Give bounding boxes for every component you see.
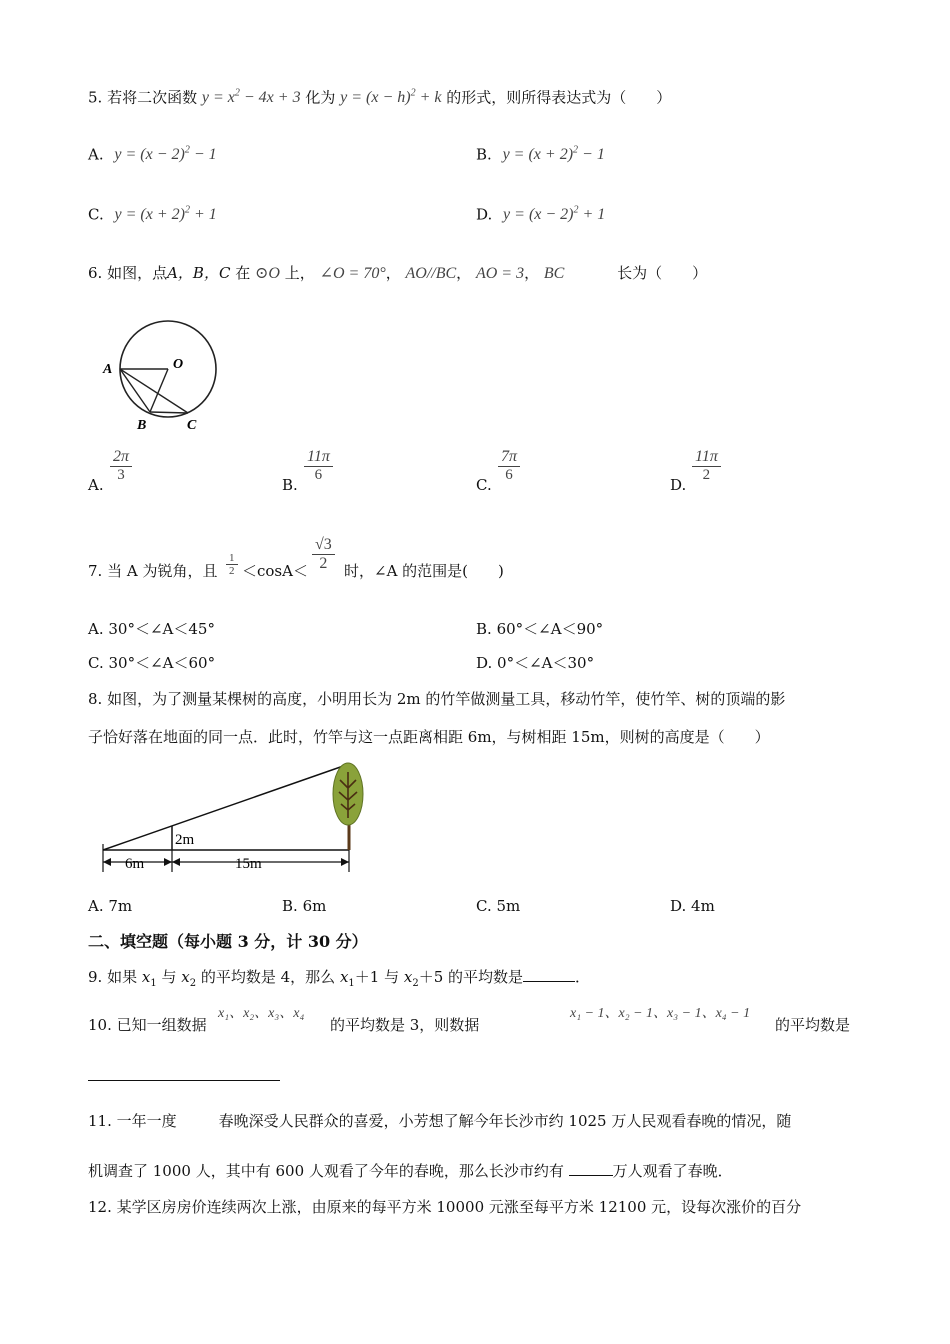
q7-fraction-half (226, 552, 238, 577)
q5-f1-a: y = x (201, 89, 235, 107)
q8-option-b[interactable] (282, 897, 326, 915)
q7-option-c[interactable] (88, 654, 215, 672)
q5-stem-text-c: 的形式，则所得表达式为（ ） (446, 88, 672, 107)
q6-segment-ac (120, 369, 188, 413)
q5-option-b[interactable] (476, 145, 605, 165)
q5-option-a-formula-a: y = (x − 2) (114, 146, 185, 164)
q12-line1: 12. 某学区房房价连续两次上涨，由原来的每平方米 10000 元涨至每平方米 12100 元，设每次涨价的百分 (88, 1198, 802, 1216)
q7-root3-den: 2 (319, 555, 328, 572)
q7-option-b[interactable] (476, 620, 603, 638)
q6-length-condition: AO = 3 (475, 265, 525, 282)
q5-f2-b: + k (415, 89, 442, 107)
q7-option-b-letter: B. (476, 620, 492, 638)
q7-stem-b: 时，∠A 的范围是( ) (344, 562, 504, 580)
q9-x3: x (339, 968, 349, 986)
q5-option-b-letter: B. (476, 145, 492, 164)
q8-option-a[interactable] (88, 897, 132, 915)
q5-f2-sup: 2 (410, 88, 416, 99)
q8-label-6m: 6m (125, 856, 145, 872)
q5-stem-text-b: 化为 (305, 88, 336, 107)
q9-x2-sub: 2 (189, 978, 197, 989)
q9-answer-blank[interactable] (523, 981, 575, 982)
q6-option-b-letter[interactable]: B. (282, 476, 298, 494)
q8-option-b-letter: B. (282, 897, 298, 915)
q6-stem-text-c: 上， (284, 264, 315, 282)
q6-stem-text-b: 在 (235, 264, 251, 282)
q6-label-a: A (103, 362, 113, 377)
q8-option-d-letter: D. (670, 897, 687, 915)
q9-x3-sub: 1 (348, 978, 355, 989)
q8-option-c-letter: C. (476, 897, 492, 915)
q10-data-1: x₁、x₂、x₃、x₄ (218, 1006, 305, 1021)
q10-stem-c: 的平均数是 (775, 1016, 851, 1034)
q6-option-c-letter[interactable]: C. (476, 476, 492, 494)
q6-option-d-den: 2 (702, 467, 711, 483)
q7-root3-num: √3 (312, 536, 335, 555)
q5-option-a-letter: A. (88, 145, 104, 164)
q6-angle-condition: ∠O = 70° (319, 265, 386, 282)
q9-text-e: ＋5 的平均数是 (418, 968, 524, 986)
q6-arc-bc: BC (543, 265, 565, 282)
q9-x1: x (141, 968, 151, 986)
q7-stem-a: 7. 当 A 为锐角，且 (88, 562, 218, 580)
q8-option-a-text: 7m (108, 897, 133, 915)
q9-text-c: 的平均数是 4，那么 (196, 968, 340, 986)
q10-answer-blank[interactable] (88, 1080, 280, 1081)
q9-stem (88, 968, 590, 990)
q8-option-c[interactable] (476, 897, 520, 915)
q7-half-den: 2 (229, 565, 235, 577)
q8-option-c-text: 5m (496, 897, 521, 915)
q5-option-c[interactable] (88, 205, 217, 225)
q10-data-2: x₁ − 1、x₂ − 1、x₃ − 1、x₄ − 1 (570, 1006, 751, 1021)
q9-text-a: 9. 如果 (88, 968, 142, 986)
q5-option-b-formula-sup: 2 (573, 145, 579, 156)
q5-option-c-letter: C. (88, 205, 104, 224)
q6-option-a-letter[interactable]: A. (88, 476, 104, 494)
q7-option-d[interactable] (476, 654, 594, 672)
q7-option-d-text: 0°＜∠A＜30° (497, 654, 595, 672)
q5-stem (88, 88, 671, 108)
q11-line1-b: 春晚深受人民群众的喜爱，小芳想了解今年长沙市约 1025 万人民观看春晚的情况，随 (218, 1112, 792, 1130)
q5-option-d-formula-b: + 1 (578, 206, 606, 224)
q6-option-d-letter[interactable]: D. (670, 476, 687, 494)
q5-f1-sup: 2 (234, 88, 240, 99)
q5-option-c-formula-a: y = (x + 2) (114, 206, 185, 224)
q8-stem-line1: 8. 如图，为了测量某棵树的高度，小明用长为 2m 的竹竿做测量工具，移动竹竿，使竹竿、树的顶端的影 (88, 690, 786, 708)
q5-function-1 (202, 89, 301, 106)
q6-option-a-den: 3 (117, 467, 125, 483)
q11-line2-a: 机调查了 1000 人，其中有 600 人观看了今年的春晚，那么长沙市约有 (88, 1162, 569, 1180)
q6-stem-text-d: 长为（ ） (617, 264, 708, 282)
q6-parallel-condition: AO//BC (405, 265, 457, 282)
q6-option-c-den: 6 (505, 467, 513, 483)
q6-option-a-fraction[interactable] (110, 448, 132, 484)
q5-option-a-formula (114, 146, 216, 163)
q6-option-b-fraction[interactable] (304, 448, 333, 484)
q6-option-b-num: 11π (304, 448, 333, 467)
q5-option-b-formula-a: y = (x + 2) (502, 146, 574, 164)
q8-option-d-text: 4m (691, 897, 715, 915)
section-2-heading: 二、填空题（每小题 3 分，计 30 分） (88, 932, 368, 951)
q6-option-d-fraction[interactable] (692, 448, 721, 484)
q7-option-b-text: 60°＜∠A＜90° (496, 620, 604, 638)
q7-half-num: 1 (226, 552, 238, 565)
q9-text-f: ． (575, 968, 591, 986)
q8-option-d[interactable] (670, 897, 715, 915)
q6-segment-bc (150, 412, 188, 413)
q7-option-c-text: 30°＜∠A＜60° (108, 654, 216, 672)
q9-x4: x (403, 968, 413, 986)
q5-option-c-formula (115, 206, 217, 223)
q5-option-a[interactable] (88, 145, 217, 165)
q7-mid-text: ＜cosA＜ (242, 562, 308, 580)
q8-label-pole: 2m (175, 832, 195, 848)
q6-option-a-num: 2π (110, 448, 132, 467)
q9-x2: x (181, 968, 190, 986)
q6-points: A，B，C (167, 264, 231, 282)
q5-option-b-formula (503, 146, 605, 163)
q8-tree-figure (95, 758, 385, 878)
q7-option-c-letter: C. (88, 654, 104, 672)
q8-option-b-text: 6m (302, 897, 327, 915)
q6-circle-symbol: ⊙O (255, 265, 280, 282)
q9-text-b: 与 (156, 968, 182, 986)
q6-stem: 6. 如图，点A，B，C 在 ⊙O 上， ∠O = 70°， AO//BC， AO = 3， BC 长为（ ） (88, 264, 708, 282)
q5-option-d-formula-sup: 2 (573, 205, 579, 216)
q5-option-c-formula-b: + 1 (189, 206, 217, 224)
q9-x1-sub: 1 (150, 978, 157, 989)
q9-x4-sub: 2 (412, 978, 419, 989)
q6-option-c-num: 7π (498, 448, 520, 467)
q5-stem-text-a: 5. 若将二次函数 (88, 88, 198, 107)
q11-line2 (88, 1162, 733, 1180)
q8-sight-line (103, 764, 349, 850)
q8-option-a-letter: A. (88, 897, 104, 915)
q8-label-15m: 15m (235, 856, 262, 872)
q6-option-b-den: 6 (314, 467, 323, 483)
q6-label-o: O (173, 357, 184, 372)
q5-option-d-formula-a: y = (x − 2) (503, 206, 574, 224)
q6-circle-figure (95, 312, 235, 437)
q11-line1 (88, 1112, 791, 1130)
q8-stem-line2: 子恰好落在地面的同一点．此时，竹竿与这一点距离相距 6m，与树相距 15m，则树的高度是（ ） (88, 728, 770, 746)
q5-f2-a: y = (x − h) (340, 89, 411, 107)
q6-option-c-fraction[interactable] (498, 448, 520, 484)
q9-text-d: ＋1 与 (354, 968, 404, 986)
q6-label-c: C (187, 418, 197, 433)
q7-fraction-root3 (312, 536, 335, 573)
q7-option-a-letter: A. (88, 620, 104, 638)
q10-stem-b: 的平均数是 3，则数据 (330, 1016, 480, 1034)
q11-answer-blank[interactable] (569, 1175, 613, 1176)
q6-option-d-num: 11π (692, 448, 721, 467)
q5-function-2 (340, 89, 441, 106)
q11-line2-b: 万人观看了春晚． (612, 1162, 733, 1180)
q10-stem-a: 10. 已知一组数据 (88, 1016, 207, 1034)
q5-option-b-formula-b: − 1 (578, 146, 605, 164)
q6-stem-text-a: 6. 如图，点 (88, 264, 168, 282)
q5-option-a-formula-sup: 2 (184, 145, 190, 156)
q6-label-b: B (137, 418, 147, 433)
q7-option-d-letter: D. (476, 654, 493, 672)
q5-option-a-formula-b: − 1 (189, 146, 217, 164)
q5-option-d-letter: D. (476, 205, 493, 224)
q5-option-d[interactable] (476, 205, 605, 225)
q7-option-a[interactable] (88, 620, 215, 638)
q5-option-c-formula-sup: 2 (184, 205, 190, 216)
q11-line1-a: 11. 一年一度 (88, 1112, 177, 1130)
q5-f1-b: − 4x + 3 (239, 89, 301, 107)
q5-option-d-formula (503, 206, 605, 223)
q7-option-a-text: 30°＜∠A＜45° (108, 620, 215, 638)
